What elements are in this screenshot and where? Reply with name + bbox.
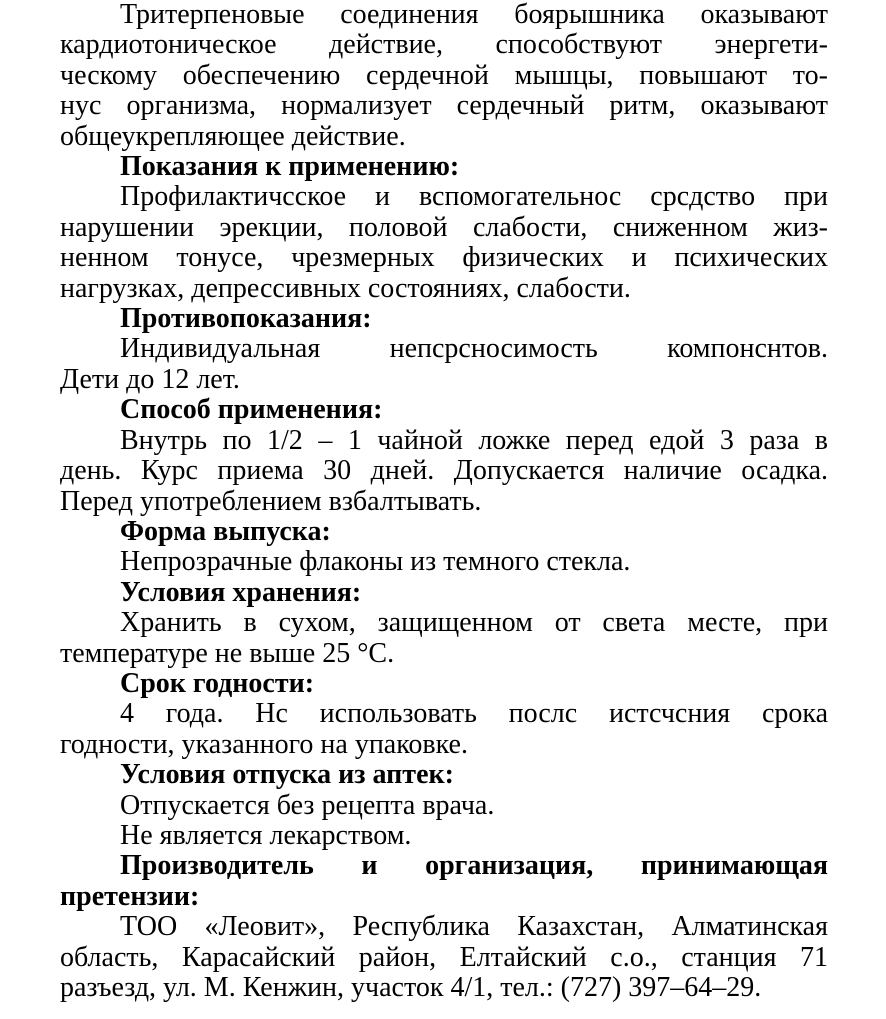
text-line: Не является лекарством. — [120, 819, 412, 851]
text-line: ТОО «Леовит», Республика Казахстан, Алматинская — [120, 911, 828, 943]
text-line: разъезд, ул. М. Кенжин, участок 4/1, тел.: (727) 397–64–29. — [60, 972, 762, 1003]
text-line: общеукрепляющее действие. — [60, 120, 406, 152]
section-heading — [60, 851, 828, 912]
text-line: ненном тонусе, чрезмерных физических и психических — [60, 242, 828, 274]
text-line: температуре не выше 25 °С. — [60, 637, 395, 669]
paragraph — [60, 0, 828, 152]
paragraph — [60, 699, 828, 760]
text-line: 4 года. Нс использовать послс истсчсния срока — [120, 698, 828, 730]
section-heading: Противопоказания: — [120, 303, 372, 335]
text-line: область, Карасайский район, Елтайский с.о., станция 71 — [60, 941, 828, 973]
text-line: нус организма, нормализует сердечный ритм, оказывают — [60, 90, 828, 122]
text-line: годности, указанного на упаковке. — [60, 728, 468, 760]
text-line: Тритерпеновые соединения боярышника оказывают — [120, 0, 828, 30]
section-heading: Показания к применению: — [120, 151, 460, 183]
text-line: Хранить в сухом, защищенном от света месте, при — [120, 607, 828, 639]
text-line: кардиотоническое действие, способствуют энергети- — [60, 29, 828, 61]
text-line: Непрозрачные флаконы из темного стекла. — [120, 546, 631, 578]
section-heading: Условия отпуска из аптек: — [120, 759, 454, 791]
section-heading: Форма выпуска: — [120, 515, 331, 547]
paragraph — [60, 791, 828, 821]
section-heading: Способ применения: — [120, 394, 383, 426]
section-heading: Срок годности: — [120, 667, 315, 699]
text-line: нарушении эрекции, половой слабости, сниженном жиз- — [60, 211, 828, 243]
paragraph — [60, 334, 828, 395]
text-line: Профилактичсское и вспомогательнос срсдство при — [120, 181, 828, 213]
paragraph — [60, 547, 828, 577]
paragraph — [60, 182, 828, 304]
text-line: Внутрь по 1/2 – 1 чайной ложке перед едой 3 раза в — [120, 424, 828, 456]
text-line: нагрузках, депрессивных состояниях, слабости. — [60, 272, 631, 304]
heading-line: Производитель и организация, принимающая — [120, 850, 828, 882]
document-page — [60, 0, 828, 1003]
paragraph — [60, 912, 828, 1003]
paragraph — [60, 821, 828, 851]
section-heading: Условия хранения: — [120, 576, 362, 608]
text-line: Отпускается без рецепта врача. — [120, 789, 495, 821]
heading-line: претензии: — [60, 880, 200, 912]
text-line: ческому обеспечению сердечной мышцы, повышают то- — [60, 59, 828, 91]
text-line: Дети до 12 лет. — [60, 363, 240, 395]
text-line: Индивидуальная непсрсносимость компонснтов. — [120, 333, 828, 365]
paragraph — [60, 426, 828, 517]
text-line: день. Курс приема 30 дней. Допускается наличие осадка. — [60, 455, 828, 487]
text-line: Перед употреблением взбалтывать. — [60, 485, 482, 517]
paragraph — [60, 608, 828, 669]
